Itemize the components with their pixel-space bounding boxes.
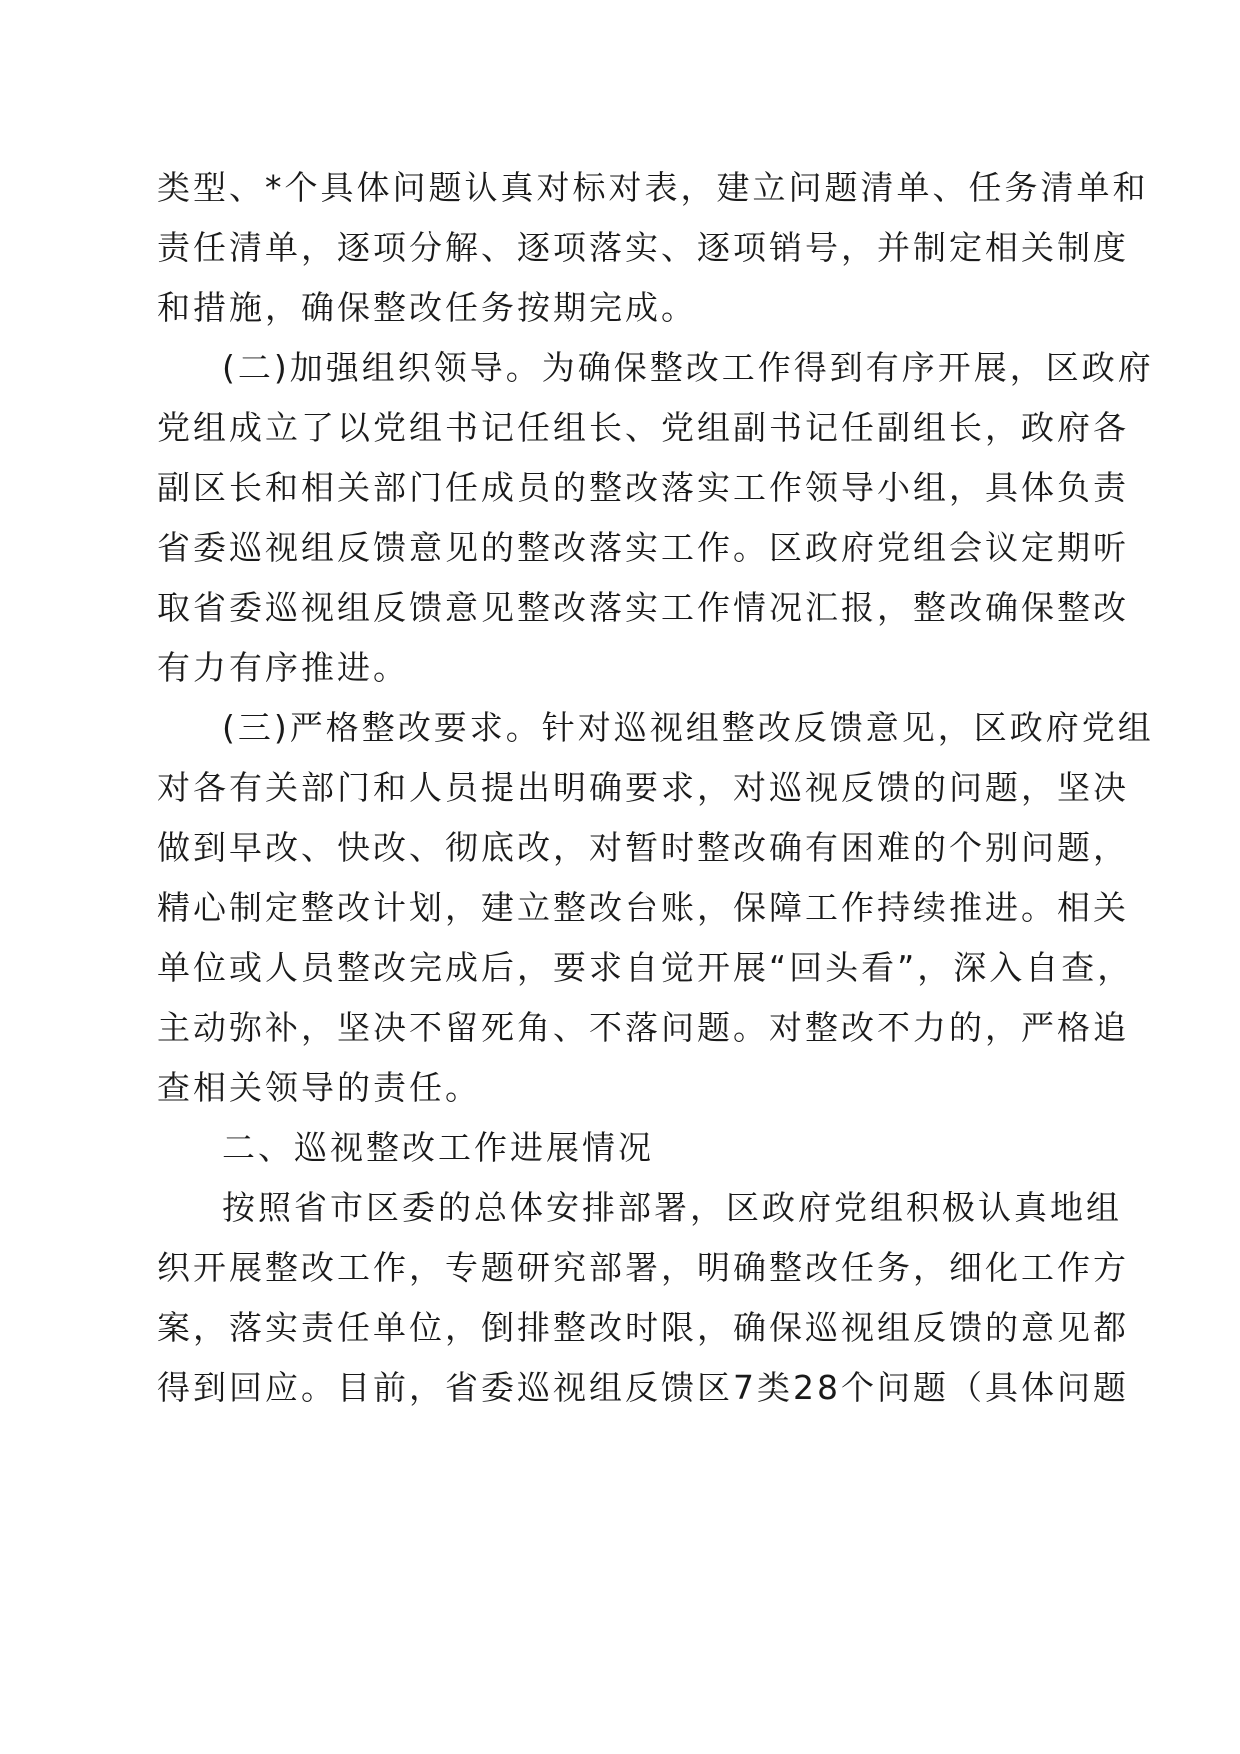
text-line-11: 对各有关部门和人员提出明确要求，对巡视反馈的问题，坚决 [157, 768, 1129, 807]
text-line-19: 织开展整改工作，专题研究部署，明确整改任务，细化工作方 [157, 1248, 1129, 1287]
text-line-5: 党组成立了以党组书记任组长、党组副书记任副组长，政府各 [157, 408, 1129, 447]
text-line-21: 得到回应。目前，省委巡视组反馈区7类28个问题（具体问题 [157, 1368, 1129, 1407]
section-heading-2-line: (二)加强组织领导。为确保整改工作得到有序开展，区政府 [222, 348, 1154, 387]
text-line-13: 精心制定整改计划，建立整改台账，保障工作持续推进。相关 [157, 888, 1129, 927]
text-line-1: 类型、*个具体问题认真对标对表，建立问题清单、任务清单和 [157, 168, 1149, 207]
text-line-7: 省委巡视组反馈意见的整改落实工作。区政府党组会议定期听 [157, 528, 1129, 567]
text-line-14: 单位或人员整改完成后，要求自觉开展“回头看”，深入自查， [157, 948, 1134, 987]
paragraph-start-line: 按照省市区委的总体安排部署，区政府党组积极认真地组 [222, 1188, 1122, 1227]
text-line-2: 责任清单，逐项分解、逐项落实、逐项销号，并制定相关制度 [157, 228, 1129, 267]
section-heading-3-line: (三)严格整改要求。针对巡视组整改反馈意见，区政府党组 [222, 708, 1154, 747]
chapter-heading: 二、巡视整改工作进展情况 [222, 1128, 654, 1167]
text-line-3: 和措施，确保整改任务按期完成。 [157, 288, 697, 327]
text-line-16: 查相关领导的责任。 [157, 1068, 481, 1107]
text-line-12: 做到早改、快改、彻底改，对暂时整改确有困难的个别问题， [157, 828, 1129, 867]
text-line-8: 取省委巡视组反馈意见整改落实工作情况汇报，整改确保整改 [157, 588, 1129, 627]
text-line-6: 副区长和相关部门任成员的整改落实工作领导小组，具体负责 [157, 468, 1129, 507]
text-line-15: 主动弥补，坚决不留死角、不落问题。对整改不力的，严格追 [157, 1008, 1129, 1047]
text-line-20: 案，落实责任单位，倒排整改时限，确保巡视组反馈的意见都 [157, 1308, 1129, 1347]
text-line-9: 有力有序推进。 [157, 648, 409, 687]
